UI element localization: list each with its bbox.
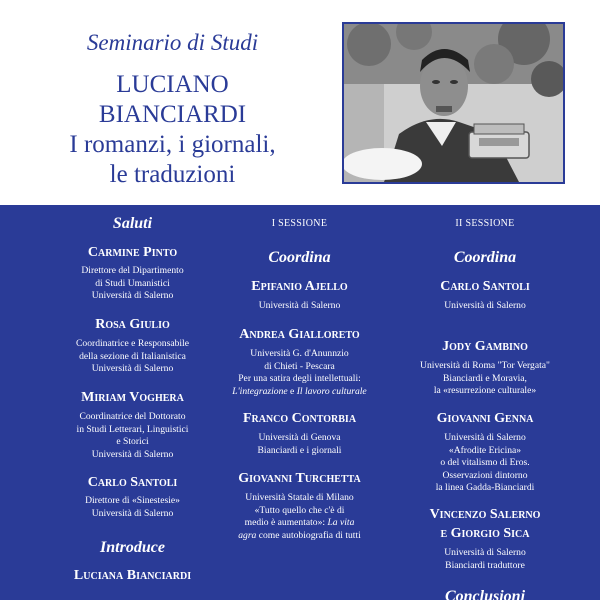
affiliation-line: di Studi Umanistici [95,277,170,289]
speaker-name: Franco Contorbia [242,411,357,426]
speaker-name: Epifanio Ajello [251,279,348,294]
affiliation-line: la «resurrezione culturale» [433,385,537,396]
affiliation-line: Università di Roma "Tor Vergata" [420,360,550,371]
speaker-affiliation [395,300,575,313]
seminar-title [0,70,345,190]
poster-header [0,0,600,205]
speaker-name: Rosa Giulio [95,317,170,332]
title-line: le traduzioni [109,161,236,188]
speaker-affiliation [222,300,377,313]
title-connector: e [287,385,297,397]
affiliation-line: Università di Genova [258,432,341,443]
portrait-photo-image [344,24,563,182]
affiliation-line: Per una satira degli intellettuali: [238,373,361,384]
session-heading: I SESSIONE [271,218,328,229]
talk-title-italic: agra [238,529,257,541]
affiliation-line: Direttore del Dipartimento [81,265,184,276]
affiliation-line: di Chieti - Pescara [264,360,335,372]
speaker-name: Vincenzo Salerno [429,507,541,522]
speaker-affiliation [35,411,230,461]
affiliation-line: Università G. d'Anunnzio [250,348,349,359]
speaker-affiliation [222,432,377,457]
title-line: I romanzi, i giornali, [69,131,276,158]
affiliation-line: Università di Salerno [444,547,526,558]
speaker-name: Miriam Voghera [81,390,184,405]
affiliation-line: Università Statale di Milano [245,492,354,503]
speaker-name: Giovanni Genna [436,411,534,426]
speaker-affiliation [35,495,230,520]
affiliation-line: della sezione di Italianistica [79,350,186,362]
affiliation-line: «Tutto quello che c'è di [254,504,345,516]
affiliation-line: Università di Salerno [444,300,526,311]
affiliation-line: Università di Salerno [444,432,526,443]
conclusioni-heading: Conclusioni [444,588,526,600]
affiliation-line: Bianciardi e Moravia, [443,372,527,384]
speaker-affiliation [395,360,575,398]
speaker-affiliation [395,547,575,572]
affiliation-line: «Afrodite Ericina» [448,444,522,456]
affiliation-line [222,386,377,399]
speaker-affiliation [35,338,230,376]
introduce-heading: Introduce [100,539,165,556]
affiliation-line: Coordinatrice e Responsabile [76,338,189,349]
speaker-affiliation [222,348,377,398]
coordina-heading: Coordina [268,249,331,266]
speaker-name: Giovanni Turchetta [238,471,361,486]
title-line: LUCIANO [116,71,229,98]
speaker-affiliation [222,492,377,542]
affiliation-line: Università di Salerno [91,448,174,460]
affiliation-line: Università di Salerno [91,290,174,301]
speaker-name: Luciana Bianciardi [73,568,192,583]
affiliation-line: Bianciardi e i giornali [257,444,342,456]
title-italic: Il lavoro culturale [296,385,367,397]
affiliation-line: Università di Salerno [258,300,341,311]
coordina-heading: Coordina [453,249,517,266]
program-band [0,205,600,600]
affiliation-line: la linea Gadda-Bianciardi [435,482,535,493]
talk-title-italic: La vita [327,517,355,528]
speaker-name: Andrea Gialloreto [239,327,360,342]
affiliation-line: Coordinatrice del Dottorato [79,411,186,422]
affiliation-line [222,517,377,530]
affiliation-line: Università di Salerno [91,507,174,519]
seminar-label: Seminario di Studi [86,30,259,55]
speaker-name: Carlo Santoli [440,279,530,294]
speaker-affiliation [395,432,575,495]
affiliation-line [222,530,377,543]
speaker-name: Carmine Pinto [87,245,178,260]
speaker-name: e Giorgio Sica [440,526,530,541]
talk-title-part: medio è aumentato»: [244,517,328,528]
affiliation-line: Bianciardi traduttore [445,559,525,571]
title-italic: L'integrazione [232,385,288,397]
affiliation-line: Osservazioni dintorno [442,469,528,481]
affiliation-line: Direttore di «Sinestesie» [85,495,180,506]
speaker-name: Carlo Santoli [87,475,178,490]
speaker-affiliation [35,265,230,303]
session-heading: II SESSIONE [455,218,515,229]
affiliation-line: e Storici [116,436,149,447]
affiliation-line: Università di Salerno [91,363,174,374]
speaker-name: Jody Gambino [442,339,528,354]
affiliation-line: o del vitalismo di Eros. [440,457,530,468]
portrait-photo [342,22,565,184]
saluti-heading: Saluti [112,215,153,232]
affiliation-line: in Studi Letterari, Linguistici [76,423,189,435]
title-line: BIANCIARDI [98,101,247,128]
talk-title-part: come autobiografia di tutti [256,529,361,541]
